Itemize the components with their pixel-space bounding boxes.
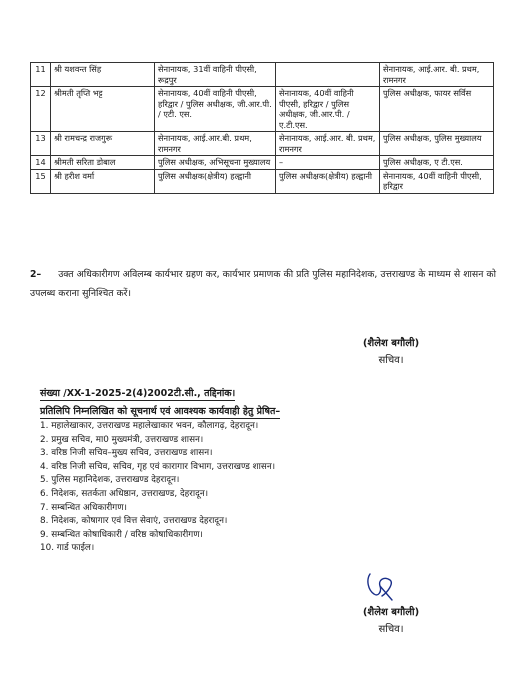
current-posting-cell: सेनानायक, 31वीं वाहिनी पीएसी, रूद्रपुर (155, 63, 276, 87)
table-row (31, 156, 494, 170)
paragraph-text: उक्त अधिकारीगण अविलम्ब कार्यभार ग्रहण कर, कार्यभार प्रमाणक की प्रति पुलिस महानिदेशक, उत्तराखण्ड के माध्यम से शासन को उपलब्ध कराना सुनिश्चित करें। (30, 269, 496, 299)
serial-number-cell: 15 (31, 169, 51, 193)
new-posting-cell: पुलिस अधीक्षक, फायर सर्विस (380, 87, 494, 132)
paragraph-number: 2– (30, 269, 42, 280)
additional-charge-cell (276, 63, 380, 87)
new-posting-cell: सेनानायक, 40वीं वाहिनी पीएसी, हरिद्वार (380, 169, 494, 193)
current-posting-cell: पुलिस अधीक्षक(क्षेत्रीय) हल्द्वानी (155, 169, 276, 193)
list-item: 6. निदेशक, सतर्कता अधिष्ठान, उत्तराखण्ड, देहरादून। (40, 488, 209, 499)
table-row (31, 87, 494, 132)
new-posting-cell: पुलिस अधीक्षक, पुलिस मुख्यालय (380, 132, 494, 156)
signature-block-top (336, 335, 446, 369)
additional-charge-cell: – (276, 156, 380, 170)
officer-name-cell: श्रीमती तृप्ति भट्ट (51, 87, 155, 132)
instruction-paragraph (30, 265, 496, 303)
serial-number-cell: 13 (31, 132, 51, 156)
copy-list (40, 420, 275, 556)
signatory-designation: सचिव। (378, 624, 404, 635)
table-row (31, 132, 494, 156)
signature-block-bottom (336, 604, 446, 638)
signatory-name: (शैलेश बगौली) (362, 607, 420, 618)
serial-number-cell: 11 (31, 63, 51, 87)
list-item: 2. प्रमुख सचिव, मा0 मुख्यमंत्री, उत्तराखण्ड शासन। (40, 434, 204, 445)
list-item: 5. पुलिस महानिदेशक, उत्तराखण्ड देहरादून। (40, 475, 180, 486)
additional-charge-cell: सेनानायक, 40वीं वाहिनी पीएसी, हरिद्वार / पुलिस अधीक्षक, जी.आर.पी. / ए.टी.एस. (276, 87, 380, 132)
serial-number-cell: 12 (31, 87, 51, 132)
list-item: 9. सम्बन्धित कोषाधिकारी / वरिष्ठ कोषाधिकारीगण। (40, 529, 203, 540)
signatory-designation: सचिव। (378, 355, 404, 366)
officer-name-cell: श्रीमती सरिता डोबाल (51, 156, 155, 170)
list-item: 3. वरिष्ठ निजी सचिव–मुख्य सचिव, उत्तराखण्ड शासन। (40, 448, 213, 459)
new-posting-cell: पुलिस अधीक्षक, ए टी.एस. (380, 156, 494, 170)
transfer-table (30, 62, 494, 194)
table-row (31, 63, 494, 87)
signatory-name: (शैलेश बगौली) (362, 338, 420, 349)
list-item: 8. निदेशक, कोषागार एवं वित्त सेवाएं, उत्तराखण्ड देहरादून। (40, 516, 228, 527)
copy-heading: प्रतिलिपि निम्नलिखित को सूचनार्थ एवं आवश्यक कार्यवाही हेतु प्रेषित– (40, 406, 281, 417)
new-posting-cell: सेनानायक, आई.आर. बी. प्रथम, रामनगर (380, 63, 494, 87)
current-posting-cell: सेनानायक, आई.आर.बी. प्रथम, रामनगर (155, 132, 276, 156)
officer-name-cell: श्री हरीश वर्मा (51, 169, 155, 193)
officer-name-cell: श्री रामचन्द्र राजगुरू (51, 132, 155, 156)
officer-name-cell: श्री यशवन्त सिंह (51, 63, 155, 87)
serial-number-cell: 14 (31, 156, 51, 170)
current-posting-cell: सेनानायक, 40वीं वाहिनी पीएसी, हरिद्वार / पुलिस अधीक्षक, जी.आर.पी. / एटी. एस. (155, 87, 276, 132)
additional-charge-cell: सेनानायक, आई.आर. बी. प्रथम, रामनगर (276, 132, 380, 156)
list-item: 4. वरिष्ठ निजी सचिव, सचिव, गृह एवं कारागार विभाग, उत्तराखण्ड शासन। (40, 461, 276, 472)
additional-charge-cell: पुलिस अधीक्षक(क्षेत्रीय) हल्द्वानी (276, 169, 380, 193)
reference-number: संख्या /XX-1-2025-2(4)2002टी.सी., तद्दिनांक। (40, 388, 236, 399)
handwritten-signature (360, 570, 420, 604)
list-item: 7. सम्बन्धित अधिकारीगण। (40, 502, 127, 513)
current-posting-cell: पुलिस अधीक्षक, अभिसूचना मुख्यालय (155, 156, 276, 170)
list-item: 10. गार्ड फाईल। (40, 543, 95, 554)
list-item: 1. महालेखाकार, उत्तराखण्ड महालेखाकार भवन, कौलागढ़, देहरादून। (40, 421, 259, 431)
table-row (31, 169, 494, 193)
